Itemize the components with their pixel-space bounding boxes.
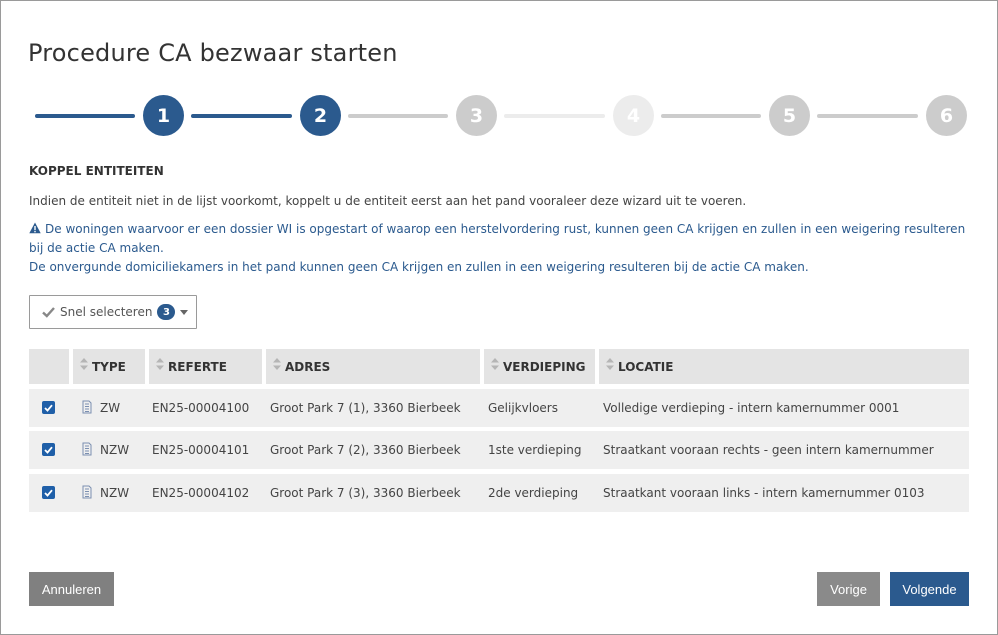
checkmark-icon — [44, 489, 53, 497]
building-icon — [81, 442, 93, 456]
cell-type: ZW — [100, 401, 121, 415]
step-1[interactable]: 1 — [143, 95, 184, 136]
column-label: REFERTE — [168, 360, 227, 374]
section-title: KOPPEL ENTITEITEN — [29, 164, 164, 178]
cell-verdieping: 2de verdieping — [488, 486, 579, 500]
column-label: TYPE — [92, 360, 126, 374]
step-4: 4 — [613, 95, 654, 136]
column-header-adres[interactable] — [266, 349, 480, 384]
column-label: VERDIEPING — [503, 360, 586, 374]
step-connector — [661, 114, 761, 118]
cell-locatie: Straatkant vooraan links - intern kamernummer 0103 — [603, 486, 925, 500]
cell-type: NZW — [100, 486, 130, 500]
building-icon — [81, 485, 93, 499]
table-row[interactable] — [29, 431, 969, 469]
cell-verdieping: Gelijkvloers — [488, 401, 558, 415]
step-3: 3 — [456, 95, 497, 136]
column-header-verdieping[interactable] — [484, 349, 595, 384]
table-header — [29, 349, 969, 384]
cell-verdieping: 1ste verdieping — [488, 443, 582, 457]
cell-type: NZW — [100, 443, 130, 457]
cell-referte: EN25-00004100 — [152, 401, 250, 415]
step-connector — [35, 114, 135, 118]
check-icon — [42, 306, 55, 318]
table-row[interactable] — [29, 474, 969, 512]
sort-icon — [606, 358, 614, 370]
warning-triangle-icon — [29, 222, 41, 234]
quick-select-label: Snel selecteren — [60, 305, 153, 319]
step-2[interactable]: 2 — [300, 95, 341, 136]
cell-locatie: Volledige verdieping - intern kamernummer 0001 — [603, 401, 900, 415]
row-checkbox[interactable] — [42, 401, 55, 414]
sort-icon — [491, 358, 499, 370]
sort-icon — [80, 358, 88, 370]
next-button[interactable]: Volgende — [890, 572, 969, 606]
sort-icon — [156, 358, 164, 370]
cell-referte: EN25-00004102 — [152, 486, 250, 500]
column-header-type[interactable] — [73, 349, 145, 384]
sort-icon — [273, 358, 281, 370]
step-6: 6 — [926, 95, 967, 136]
quick-select-button[interactable] — [29, 295, 197, 329]
row-checkbox[interactable] — [42, 486, 55, 499]
step-5: 5 — [769, 95, 810, 136]
warning-line-1: De woningen waarvoor er een dossier WI is opgestart of waarop een herstelvordering rust, kunnen geen CA krijgen en zullen in een weigering resulteren bij de actie CA maken. — [29, 222, 966, 255]
row-checkbox[interactable] — [42, 443, 55, 456]
column-label: LOCATIE — [618, 360, 674, 374]
intro-text: Indien de entiteit niet in de lijst voorkomt, koppelt u de entiteit eerst aan het pand vooraleer deze wizard uit te voeren. — [29, 194, 747, 208]
step-connector — [348, 114, 448, 118]
cell-referte: EN25-00004101 — [152, 443, 250, 457]
cell-adres: Groot Park 7 (1), 3360 Bierbeek — [270, 401, 461, 415]
table-row[interactable] — [29, 389, 969, 427]
checkmark-icon — [44, 446, 53, 454]
cell-adres: Groot Park 7 (3), 3360 Bierbeek — [270, 486, 461, 500]
warning-line-2: De onvergunde domiciliekamers in het pand kunnen geen CA krijgen en zullen in een weigering resulteren bij de actie CA maken. — [29, 260, 809, 274]
step-connector — [504, 114, 605, 118]
previous-button[interactable]: Vorige — [817, 572, 880, 606]
cancel-button[interactable]: Annuleren — [29, 572, 114, 606]
header-select — [29, 349, 69, 384]
cell-adres: Groot Park 7 (2), 3360 Bierbeek — [270, 443, 461, 457]
checkmark-icon — [44, 404, 53, 412]
step-connector — [817, 114, 918, 118]
caret-down-icon — [180, 310, 188, 315]
column-label: ADRES — [285, 360, 331, 374]
building-icon — [81, 400, 93, 414]
warning-message — [29, 220, 979, 277]
column-header-referte[interactable] — [149, 349, 262, 384]
count-badge: 3 — [157, 304, 175, 320]
column-header-locatie[interactable] — [599, 349, 969, 384]
dialog-title: Procedure CA bezwaar starten — [28, 39, 398, 67]
cell-locatie: Straatkant vooraan rechts - geen intern kamernummer — [603, 443, 934, 457]
step-connector — [191, 114, 292, 118]
